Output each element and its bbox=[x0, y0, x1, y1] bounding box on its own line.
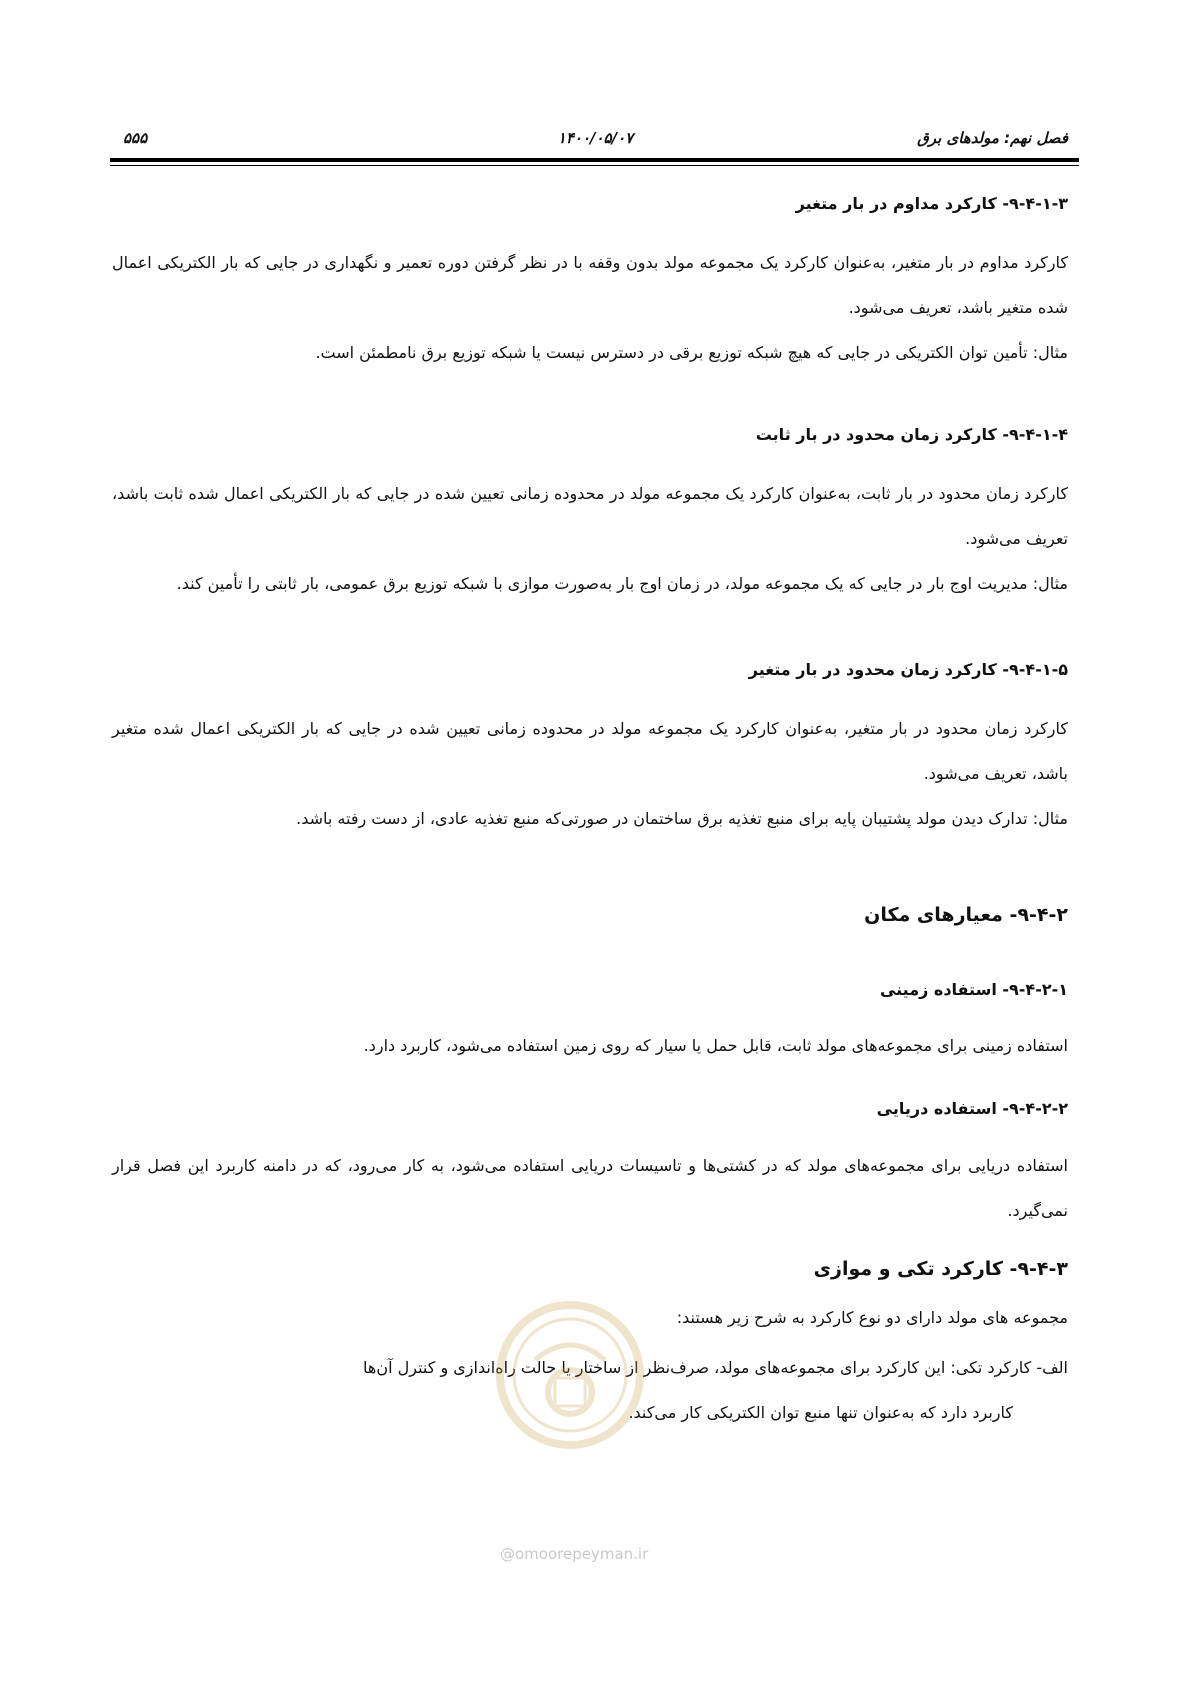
list-item-a-line-1: الف- کارکرد تکی: این کارکرد برای مجموعه‌های مولد، صرف‌نظر از ساختار یا حالت راه‌اندازی و کنترل آن‌ها bbox=[363, 1358, 1068, 1377]
section-heading-9-4-1-3: ۹-۴-۱-۳- کارکرد مداوم در بار متغیر bbox=[795, 194, 1068, 213]
running-header-chapter: فصل نهم: مولدهای برق bbox=[917, 129, 1068, 147]
section-example-9-4-1-4: مثال: مدیریت اوج بار در جایی که یک مجموعه مولد، در زمان اوج بار به‌صورت موازی با شبکه توزیع برق عمومی، بار ثابتی را تأمین کند. bbox=[176, 574, 1068, 593]
section-heading-9-4-3: ۹-۴-۳- کارکرد تکی و موازی bbox=[813, 1258, 1068, 1280]
section-paragraph-9-4-1-4: کارکرد زمان محدود در بار ثابت، به‌عنوان کارکرد یک مجموعه مولد در محدوده زمانی تعیین شده در جایی که بار الکتریکی اعمال شده ثابت باشد، تعریف می‌شود. bbox=[112, 484, 1068, 548]
list-item-a-line-2: کاربرد دارد که به‌عنوان تنها منبع توان الکتریکی کار می‌کند. bbox=[628, 1403, 1013, 1422]
section-heading-9-4-2-2: ۹-۴-۲-۲- استفاده دریایی bbox=[876, 1099, 1068, 1118]
section-paragraph-9-4-1-5: کارکرد زمان محدود در بار متغیر، به‌عنوان کارکرد یک مجموعه مولد در محدوده زمانی تعیین شده در جایی که بار الکتریکی اعمال شده متغیر باشد، تعریف می‌شود. bbox=[112, 719, 1068, 783]
running-header-date: ۱۴۰۰/۰۵/۰۷ bbox=[557, 129, 634, 147]
section-heading-9-4-1-5: ۹-۴-۱-۵- کارکرد زمان محدود در بار متغیر bbox=[748, 660, 1068, 679]
section-example-9-4-1-5: مثال: تدارک دیدن مولد پشتیبان پایه برای منبع تغذیه برق ساختمان در صورتی‌که منبع تغذیه عادی، از دست رفته باشد. bbox=[296, 809, 1068, 828]
section-paragraph-9-4-2-2: استفاده دریایی برای مجموعه‌های مولد که در کشتی‌ها و تاسیسات دریایی استفاده می‌شود، به کار می‌رود، که در دامنه کاربرد این فصل قرار نمی‌گیرد. bbox=[112, 1156, 1068, 1220]
section-heading-9-4-1-4: ۹-۴-۱-۴- کارکرد زمان محدود در بار ثابت bbox=[755, 425, 1068, 444]
section-paragraph-9-4-2-1: استفاده زمینی برای مجموعه‌های مولد ثابت، قابل حمل یا سیار که روی زمین استفاده می‌شود، کاربرد دارد. bbox=[363, 1036, 1068, 1055]
watermark-site-text: @omoorepeyman.ir bbox=[500, 1545, 649, 1563]
header-rule-thick bbox=[110, 158, 1079, 162]
section-heading-9-4-2-1: ۹-۴-۲-۱- استفاده زمینی bbox=[879, 980, 1068, 999]
at-icon: @ bbox=[500, 1545, 515, 1563]
section-heading-9-4-2: ۹-۴-۲- معیارهای مکان bbox=[864, 904, 1068, 926]
watermark-logo bbox=[495, 1300, 645, 1450]
section-paragraph-9-4-1-3: کارکرد مداوم در بار متغیر، به‌عنوان کارکرد یک مجموعه مولد بدون وقفه با در نظر گرفتن دوره تعمیر و نگهداری در جایی که بار الکتریکی اعمال شده متغیر باشد، تعریف می‌شود. bbox=[112, 253, 1068, 317]
header-rule-thin bbox=[110, 165, 1079, 166]
running-header-page-number: ۵۵۵ bbox=[123, 129, 148, 147]
section-intro-9-4-3: مجموعه های مولد دارای دو نوع کارکرد به شرح زیر هستند: bbox=[676, 1308, 1068, 1327]
section-example-9-4-1-3: مثال: تأمین توان الکتریکی در جایی که هیچ شبکه توزیع برقی در دسترس نیست یا شبکه توزیع برق نامطمئن است. bbox=[315, 343, 1068, 362]
